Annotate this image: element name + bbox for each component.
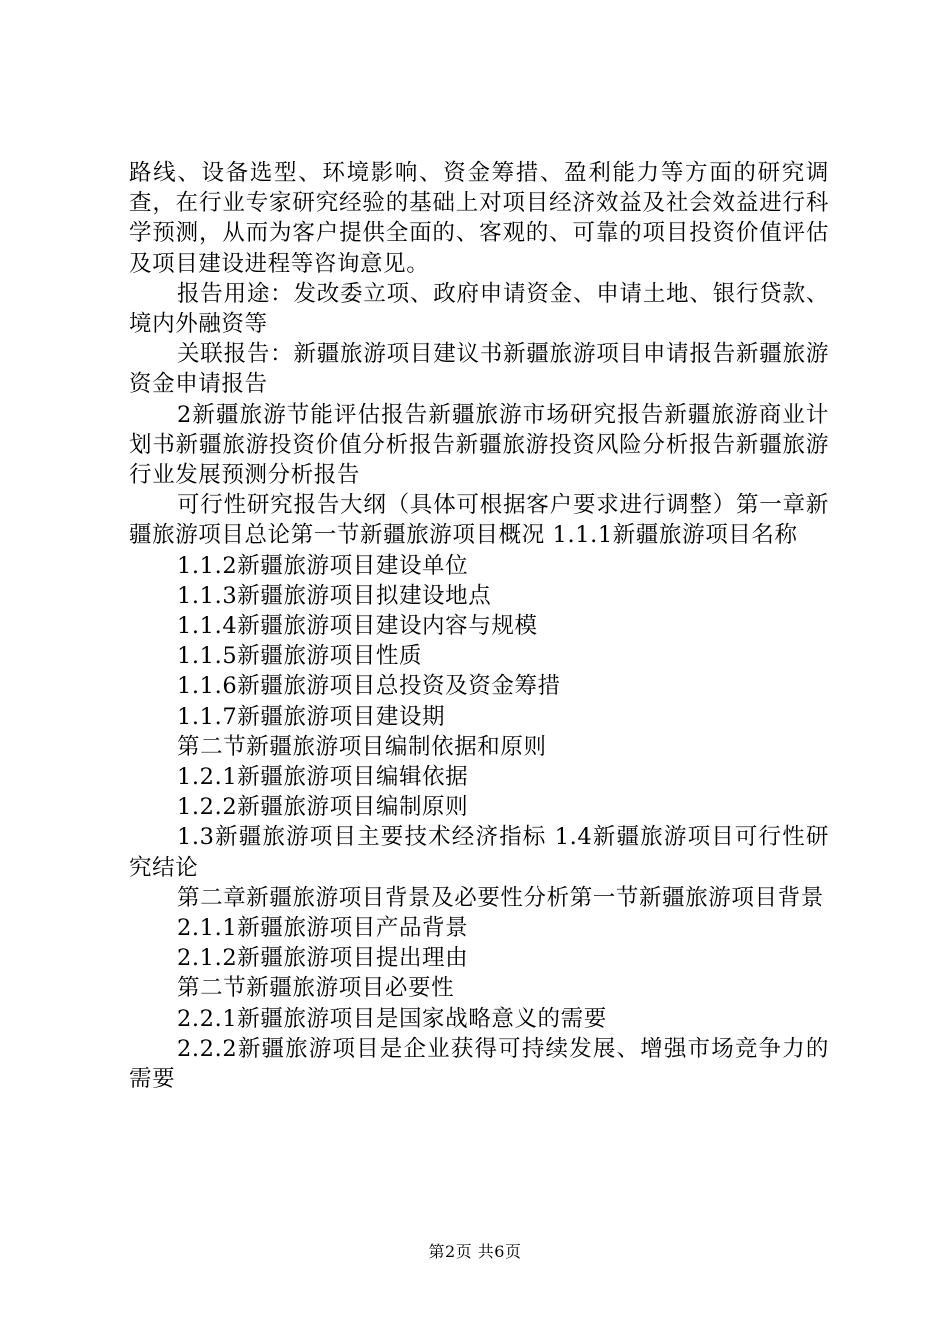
page-number-footer: 第2页 共6页 [428, 1242, 522, 1261]
outline-item: 1.2.1新疆旅游项目编辑依据 [177, 764, 469, 791]
paragraph-outline-intro: 可行性研究报告大纲（具体可根据客户要求进行调整）第一章新疆旅游项目总论第一节新疆旅游项目概况 1.1.1新疆旅游项目名称 [129, 492, 829, 549]
outline-item: 2.2.1新疆旅游项目是国家战略意义的需要 [177, 1005, 607, 1032]
paragraph-report-usage: 报告用途：发改委立项、政府申请资金、申请土地、银行贷款、境内外融资等 [129, 280, 829, 338]
outline-item: 1.3新疆旅游项目主要技术经济指标 1.4新疆旅游项目可行性研究结论 [129, 824, 829, 881]
outline-item: 1.2.2新疆旅游项目编制原则 [177, 794, 469, 821]
document-body [129, 158, 829, 1094]
outline-item: 1.1.7新疆旅游项目建设期 [177, 703, 446, 730]
paragraph-continuation: 路线、设备选型、环境影响、资金筹措、盈利能力等方面的研究调查，在行业专家研究经验的基础上对项目经济效益及社会效益进行科学预测，从而为客户提供全面的、客观的、可靠的项目投资价值评估及项目建设进程等咨询意见。 [129, 160, 829, 277]
outline-section-heading: 第二节新疆旅游项目编制依据和原则 [177, 733, 547, 760]
outline-item: 2.1.2新疆旅游项目提出理由 [177, 945, 469, 972]
outline-item: 1.1.6新疆旅游项目总投资及资金筹措 [177, 673, 561, 700]
outline-chapter-heading: 第二章新疆旅游项目背景及必要性分析第一节新疆旅游项目背景 [177, 884, 824, 911]
outline-item: 1.1.3新疆旅游项目拟建设地点 [177, 582, 492, 609]
outline-item: 1.1.5新疆旅游项目性质 [177, 643, 423, 670]
outline-item: 1.1.2新疆旅游项目建设单位 [177, 552, 469, 579]
outline-item: 1.1.4新疆旅游项目建设内容与规模 [177, 613, 538, 640]
outline-item: 2.2.2新疆旅游项目是企业获得可持续发展、增强市场竞争力的需要 [129, 1035, 829, 1093]
outline-section-heading: 第二节新疆旅游项目必要性 [177, 975, 455, 1002]
paragraph-report-list: 2新疆旅游节能评估报告新疆旅游市场研究报告新疆旅游商业计划书新疆旅游投资价值分析报告新疆旅游投资风险分析报告新疆旅游行业发展预测分析报告 [129, 401, 829, 489]
paragraph-related-reports: 关联报告：新疆旅游项目建议书新疆旅游项目申请报告新疆旅游资金申请报告 [129, 341, 829, 398]
outline-item: 2.1.1新疆旅游项目产品背景 [177, 915, 469, 942]
